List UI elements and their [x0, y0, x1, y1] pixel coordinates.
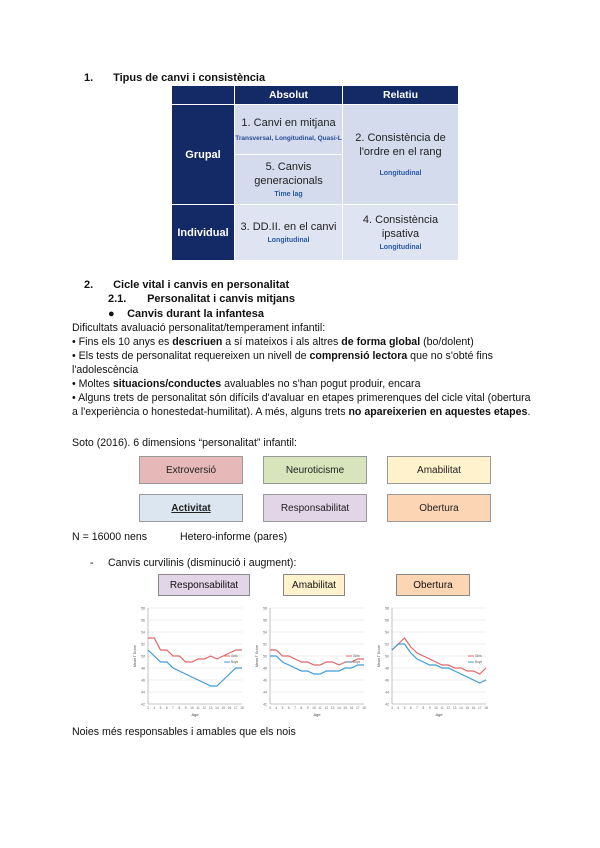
x-tick-label: 6	[165, 706, 168, 710]
dimension-obertura: Obertura	[387, 494, 491, 522]
x-tick-label: 12	[202, 706, 207, 710]
legend-label: Boys	[353, 660, 361, 665]
section-number: 1.	[84, 72, 94, 84]
dimension-activitat: Activitat	[139, 494, 243, 522]
bullet-heading	[108, 308, 264, 320]
dash-item	[90, 557, 296, 569]
section-2-heading	[84, 279, 289, 291]
column-header-absolut: Absolut	[234, 86, 342, 104]
cell-canvis-generacionals	[234, 154, 342, 204]
y-tick-label: 48	[385, 666, 389, 671]
x-tick-label: 14	[459, 706, 463, 710]
section-number: 2.1.	[108, 293, 127, 305]
x-tick-label: 3	[391, 706, 393, 710]
x-tick-label: 5	[403, 706, 406, 710]
y-tick-label: 44	[141, 690, 145, 695]
legend-label: Girls	[475, 654, 482, 659]
x-tick-label: 5	[159, 706, 162, 710]
chart-title-obertura: Obertura	[396, 574, 470, 596]
x-tick-label: 14	[337, 706, 341, 710]
x-tick-label: 3	[269, 706, 271, 710]
x-tick-label: 11	[196, 706, 200, 710]
dimension-responsabilitat: Responsabilitat	[263, 494, 367, 522]
y-axis-label: Mean T Score	[255, 645, 259, 667]
row-header-grupal: Grupal	[172, 104, 234, 204]
x-tick-label: 15	[221, 706, 225, 710]
x-tick-label: 9	[184, 706, 187, 710]
x-tick-label: 7	[172, 706, 174, 710]
x-tick-label: 8	[300, 706, 303, 710]
y-tick-label: 56	[385, 618, 389, 623]
x-axis-label: Age	[191, 712, 199, 717]
y-tick-label: 52	[263, 642, 267, 647]
para-bullet-4-cont	[72, 406, 530, 418]
para-bullet-2	[72, 350, 493, 362]
cell-main-text: 2. Consistència de l'ordre en el rang	[355, 132, 446, 158]
bold-span: de forma global	[341, 336, 421, 348]
cell-consistencia-ipsativa	[342, 204, 458, 260]
x-tick-label: 9	[428, 706, 431, 710]
text-span: que no s'obté fins	[407, 350, 493, 362]
legend-label: Boys	[475, 660, 483, 665]
y-tick-label: 42	[263, 702, 267, 707]
x-tick-label: 10	[190, 706, 194, 710]
row-header-individual: Individual	[172, 204, 234, 260]
x-tick-label: 16	[349, 706, 354, 710]
x-tick-label: 11	[440, 706, 444, 710]
cell-ddii-canvi	[234, 204, 342, 260]
y-tick-label: 50	[141, 654, 145, 659]
y-tick-label: 56	[263, 618, 267, 623]
table-corner	[172, 86, 234, 104]
text-span: • Moltes	[72, 378, 113, 390]
x-tick-label: 3	[147, 706, 149, 710]
y-tick-label: 56	[141, 618, 145, 623]
para-bullet-1	[72, 336, 474, 348]
x-tick-label: 17	[233, 706, 238, 710]
text-span: • Fins els 10 anys es	[72, 336, 173, 348]
x-tick-label: 7	[416, 706, 418, 710]
y-tick-label: 52	[385, 642, 389, 647]
bullet-dot: ●	[108, 308, 115, 320]
text-span: a sí mateixos i als altres	[222, 336, 342, 348]
y-tick-label: 50	[385, 654, 389, 659]
y-tick-label: 46	[385, 678, 389, 683]
x-tick-label: 5	[281, 706, 284, 710]
x-tick-label: 12	[446, 706, 451, 710]
y-tick-label: 52	[141, 642, 145, 647]
chart-title-amabilitat: Amabilitat	[283, 574, 345, 596]
x-tick-label: 18	[484, 706, 488, 710]
column-header-relatiu: Relatiu	[342, 86, 458, 104]
x-tick-label: 15	[343, 706, 347, 710]
bold-span: situacions/conductes	[112, 378, 222, 390]
cell-main-text: 5. Canvis generacionals	[254, 161, 323, 187]
dash-text: Canvis curvilinis (disminució i augment):	[108, 557, 297, 569]
x-tick-label: 18	[362, 706, 366, 710]
para-bullet-3	[72, 378, 420, 390]
x-tick-label: 10	[312, 706, 316, 710]
section-1-heading	[84, 72, 265, 84]
text-span: (bo/dolent)	[420, 336, 474, 348]
text-span: avaluables no s'han pogut produir, encara	[221, 378, 421, 390]
x-tick-label: 12	[324, 706, 329, 710]
para-intro: Dificultats avaluació personalitat/temperament infantil:	[72, 322, 326, 334]
x-tick-label: 18	[240, 706, 244, 710]
dimension-extroversio: Extroversió	[139, 456, 243, 484]
sample-size: N = 16000 nens	[72, 531, 148, 543]
y-tick-label: 44	[385, 690, 389, 695]
x-tick-label: 4	[397, 706, 400, 710]
dimension-neuroticisme: Neuroticisme	[263, 456, 367, 484]
x-axis-label: Age	[313, 712, 321, 717]
y-axis-label: Mean T Score	[377, 645, 381, 667]
bold-span: comprensió lectora	[309, 350, 408, 362]
section-number: 2.	[84, 279, 94, 291]
y-tick-label: 48	[263, 666, 267, 671]
section-title: Tipus de canvi i consistència	[113, 72, 266, 84]
x-tick-label: 16	[471, 706, 476, 710]
text-span: • Els tests de personalitat requereixen un nivell de	[72, 350, 310, 362]
x-tick-label: 4	[153, 706, 156, 710]
x-tick-label: 6	[409, 706, 412, 710]
x-tick-label: 13	[208, 706, 213, 710]
section-2-1-heading	[108, 293, 295, 305]
bold-span: descriuen	[172, 336, 223, 348]
cell-main-text: 1. Canvi en mitjana	[241, 117, 336, 130]
bullet-heading-text: Canvis durant la infantesa	[127, 308, 264, 320]
x-tick-label: 8	[178, 706, 181, 710]
x-axis-label: Age	[435, 712, 443, 717]
x-tick-label: 4	[275, 706, 278, 710]
chart-responsabilitat	[130, 600, 250, 720]
y-tick-label: 54	[141, 630, 145, 635]
section-title: Cicle vital i canvis en personalitat	[113, 279, 290, 291]
x-tick-label: 11	[318, 706, 322, 710]
cell-sub-text: Time lag	[274, 190, 303, 198]
legend-label: Boys	[231, 660, 239, 665]
section-title: Personalitat i canvis mitjans	[147, 293, 296, 305]
y-tick-label: 54	[263, 630, 267, 635]
y-tick-label: 46	[141, 678, 145, 683]
para-bullet-4: • Alguns trets de personalitat són difícils d'avaluar en etapes primerenques del cicle vital (obertura	[72, 392, 531, 404]
cell-main-text: 4. Consistència ipsativa	[362, 214, 439, 240]
cell-sub-text: Longitudinal	[379, 169, 422, 177]
legend-label: Girls	[353, 654, 360, 659]
text-span: .	[527, 406, 531, 418]
y-tick-label: 58	[263, 606, 267, 611]
cell-consistencia-rang	[342, 104, 458, 204]
sample-informe: Hetero-informe (pares)	[180, 531, 288, 543]
legend-label: Girls	[231, 654, 238, 659]
x-tick-label: 13	[330, 706, 335, 710]
dimension-amabilitat: Amabilitat	[387, 456, 491, 484]
x-tick-label: 9	[306, 706, 309, 710]
x-tick-label: 16	[227, 706, 232, 710]
cell-sub-text: Longitudinal	[379, 243, 422, 251]
x-tick-label: 8	[422, 706, 425, 710]
x-tick-label: 17	[477, 706, 482, 710]
y-tick-label: 44	[263, 690, 267, 695]
x-tick-label: 17	[355, 706, 360, 710]
cell-sub-text: Longitudinal	[267, 236, 310, 244]
x-tick-label: 10	[434, 706, 438, 710]
x-tick-label: 13	[452, 706, 457, 710]
conclusion: Noies més responsables i amables que els nois	[72, 726, 296, 738]
x-tick-label: 7	[294, 706, 296, 710]
y-tick-label: 48	[141, 666, 145, 671]
y-tick-label: 42	[385, 702, 389, 707]
cell-canvi-mitjana	[234, 104, 342, 154]
y-tick-label: 50	[263, 654, 267, 659]
x-tick-label: 6	[287, 706, 290, 710]
cell-sub-text: Transversal, Longitudinal, Quasi-L	[235, 134, 342, 142]
y-tick-label: 42	[141, 702, 145, 707]
chart-amabilitat	[252, 600, 372, 720]
chart-title-responsabilitat: Responsabilitat	[158, 574, 250, 596]
text-span: a l'experiència o honestedat-humilitat). A més, alguns trets	[72, 406, 349, 418]
change-types-table	[172, 86, 458, 260]
dash-marker: -	[90, 557, 94, 569]
y-tick-label: 54	[385, 630, 389, 635]
y-axis-label: Mean T Score	[133, 645, 137, 667]
bold-span: no apareixerien en aquestes etapes	[348, 406, 528, 418]
y-tick-label: 46	[263, 678, 267, 683]
soto-reference: Soto (2016). 6 dimensions “personalitat” infantil:	[72, 437, 297, 449]
x-tick-label: 15	[465, 706, 469, 710]
y-tick-label: 58	[385, 606, 389, 611]
y-tick-label: 58	[141, 606, 145, 611]
x-tick-label: 14	[215, 706, 219, 710]
chart-obertura	[374, 600, 494, 720]
cell-main-text: 3. DD.II. en el canvi	[240, 221, 337, 234]
para-bullet-2-cont: l'adolescència	[72, 364, 139, 376]
